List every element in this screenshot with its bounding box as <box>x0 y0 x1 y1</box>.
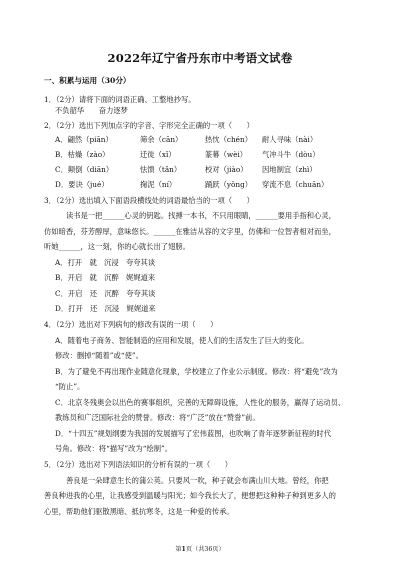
q4-option-c-line-2: 教练员和广泛国际社会的赞誉。修改：将“广泛”放在“赞誉”前。 <box>55 413 260 422</box>
question-1-stem: 1．（2分）请将下面的词语正确、工整地抄写。 <box>44 95 196 104</box>
q2-option-d-4: 穿流不息（chuān） <box>262 180 329 189</box>
question-4-stem: 4．（2分）选出对下列病句的修改有误的一项（ ） <box>44 320 218 329</box>
q2-option-a-1: A．翩然（piān） <box>55 135 113 144</box>
q2-option-c-4: 因地制宜（zhì） <box>262 165 317 174</box>
q2-option-b-4: 气冲斗牛（dòu） <box>262 150 320 159</box>
footer-suffix: 页） <box>212 546 225 553</box>
q5-passage-line-2: 善良种进我的心里，让我感受到温暖与阳光；如今我长大了，便想把这种种子种到更多人的 <box>44 491 336 500</box>
q2-option-b-2: 迁徙（xǐ） <box>140 150 176 159</box>
q3-passage-line-2: 仿如暗香，芬芳醇厚，意味悠长。______在雅洁从容的文字里，仿佛和一位智者相对而坐， <box>44 227 336 236</box>
q3-passage-line-1: 读书是一把______心灵的钥匙。找搏一本书，不只用眼睛，______要用手指和心灵， <box>66 211 336 220</box>
q4-option-c-line-1: C．北京冬残奥会以出色的赛事组织，完善的无障碍设施，人性化的服务，赢得了运动员、 <box>55 398 346 407</box>
q2-option-c-2: 怯馈（tǎn） <box>140 165 182 174</box>
q3-passage-line-3: 听她______，这一刻，你的心就长出了翅膀。 <box>44 242 190 251</box>
footer-total-pages: 36 <box>204 546 213 553</box>
q4-option-b-line-2: “防止”。 <box>55 382 85 391</box>
question-5-stem: 5．（2分）选出对下列语法知识的分析有误的一项（ ） <box>44 460 233 469</box>
q4-option-d-line-2: 号角。修改：将“描写”改为“绘制”。 <box>55 444 173 453</box>
q3-option-d: D．打开 还 沉浸 娓娓道来 <box>55 304 156 313</box>
q2-option-a-4: 耐人寻味（nài） <box>262 135 318 144</box>
q4-option-d-line-1: D．“十四五”规划纲要为我国的发展描写了宏伟蓝图，也吹响了青年逐梦新征程的时代 <box>55 429 331 438</box>
q2-option-c-3: 校对（jiào） <box>205 165 248 174</box>
page-footer <box>0 544 400 553</box>
q5-passage-line-1: 善良是一朵肆意生长的蒲公英。只要风一吹，种子就会布满山川大地。曾经，你把 <box>66 476 329 485</box>
page-title: 2022年辽宁省丹东市中考语文试卷 <box>107 51 293 65</box>
section-heading: 一、积累与运用（30分） <box>44 76 131 85</box>
q2-option-c-1: C．颠倒（diān） <box>55 165 114 174</box>
footer-middle: 页（共 <box>185 546 205 553</box>
q2-option-a-2: 筛余（cān） <box>140 135 183 144</box>
q3-option-a: A．打开 就 沉浸 夸夸其谈 <box>55 258 156 267</box>
q2-option-b-1: B．枯燥（zào） <box>55 150 110 159</box>
question-1-words: 不负韶华 奋力逐梦 <box>55 106 128 115</box>
q4-option-a-line-2: 修改：删掉“随着”或“使”。 <box>55 351 143 360</box>
footer-page-number: 1 <box>181 546 186 553</box>
q4-option-a-line-1: A．随着电子商务、智能制造的应用和发展，使人们的生活发生了巨大的变化。 <box>55 336 309 345</box>
q4-option-b-line-1: B．为了避免不再出现作业随意化现象，学校建立了作业公示制度。修改：将“避免”改为 <box>55 367 338 376</box>
q2-option-d-3: 踊跃（yǒng） <box>205 180 253 189</box>
question-2-stem: 2．（2分）选出下列加点字的字音、字形完全正确的一项（ ） <box>44 121 254 130</box>
q3-option-b: B．开启 就 沉醉 娓娓道来 <box>55 273 156 282</box>
footer-prefix: 第 <box>175 546 182 553</box>
q2-option-d-2: 掬泥（ní） <box>140 180 177 189</box>
q2-option-b-3: 篆幕（wèi） <box>205 150 248 159</box>
question-3-stem: 3．（2分）选出填入下面语段横线处的词语最恰当的一项（ ） <box>44 196 254 205</box>
q2-option-a-3: 热忱（chén） <box>205 135 252 144</box>
q2-option-d-1: D．要诀（jué） <box>55 180 109 189</box>
q5-passage-line-3: 心里，帮助他们驱散黑暗、抵抗寒冬，这是一种爱的传承。 <box>44 507 234 516</box>
q3-option-c: C．开启 还 沉醉 夸夸其谈 <box>55 289 156 298</box>
